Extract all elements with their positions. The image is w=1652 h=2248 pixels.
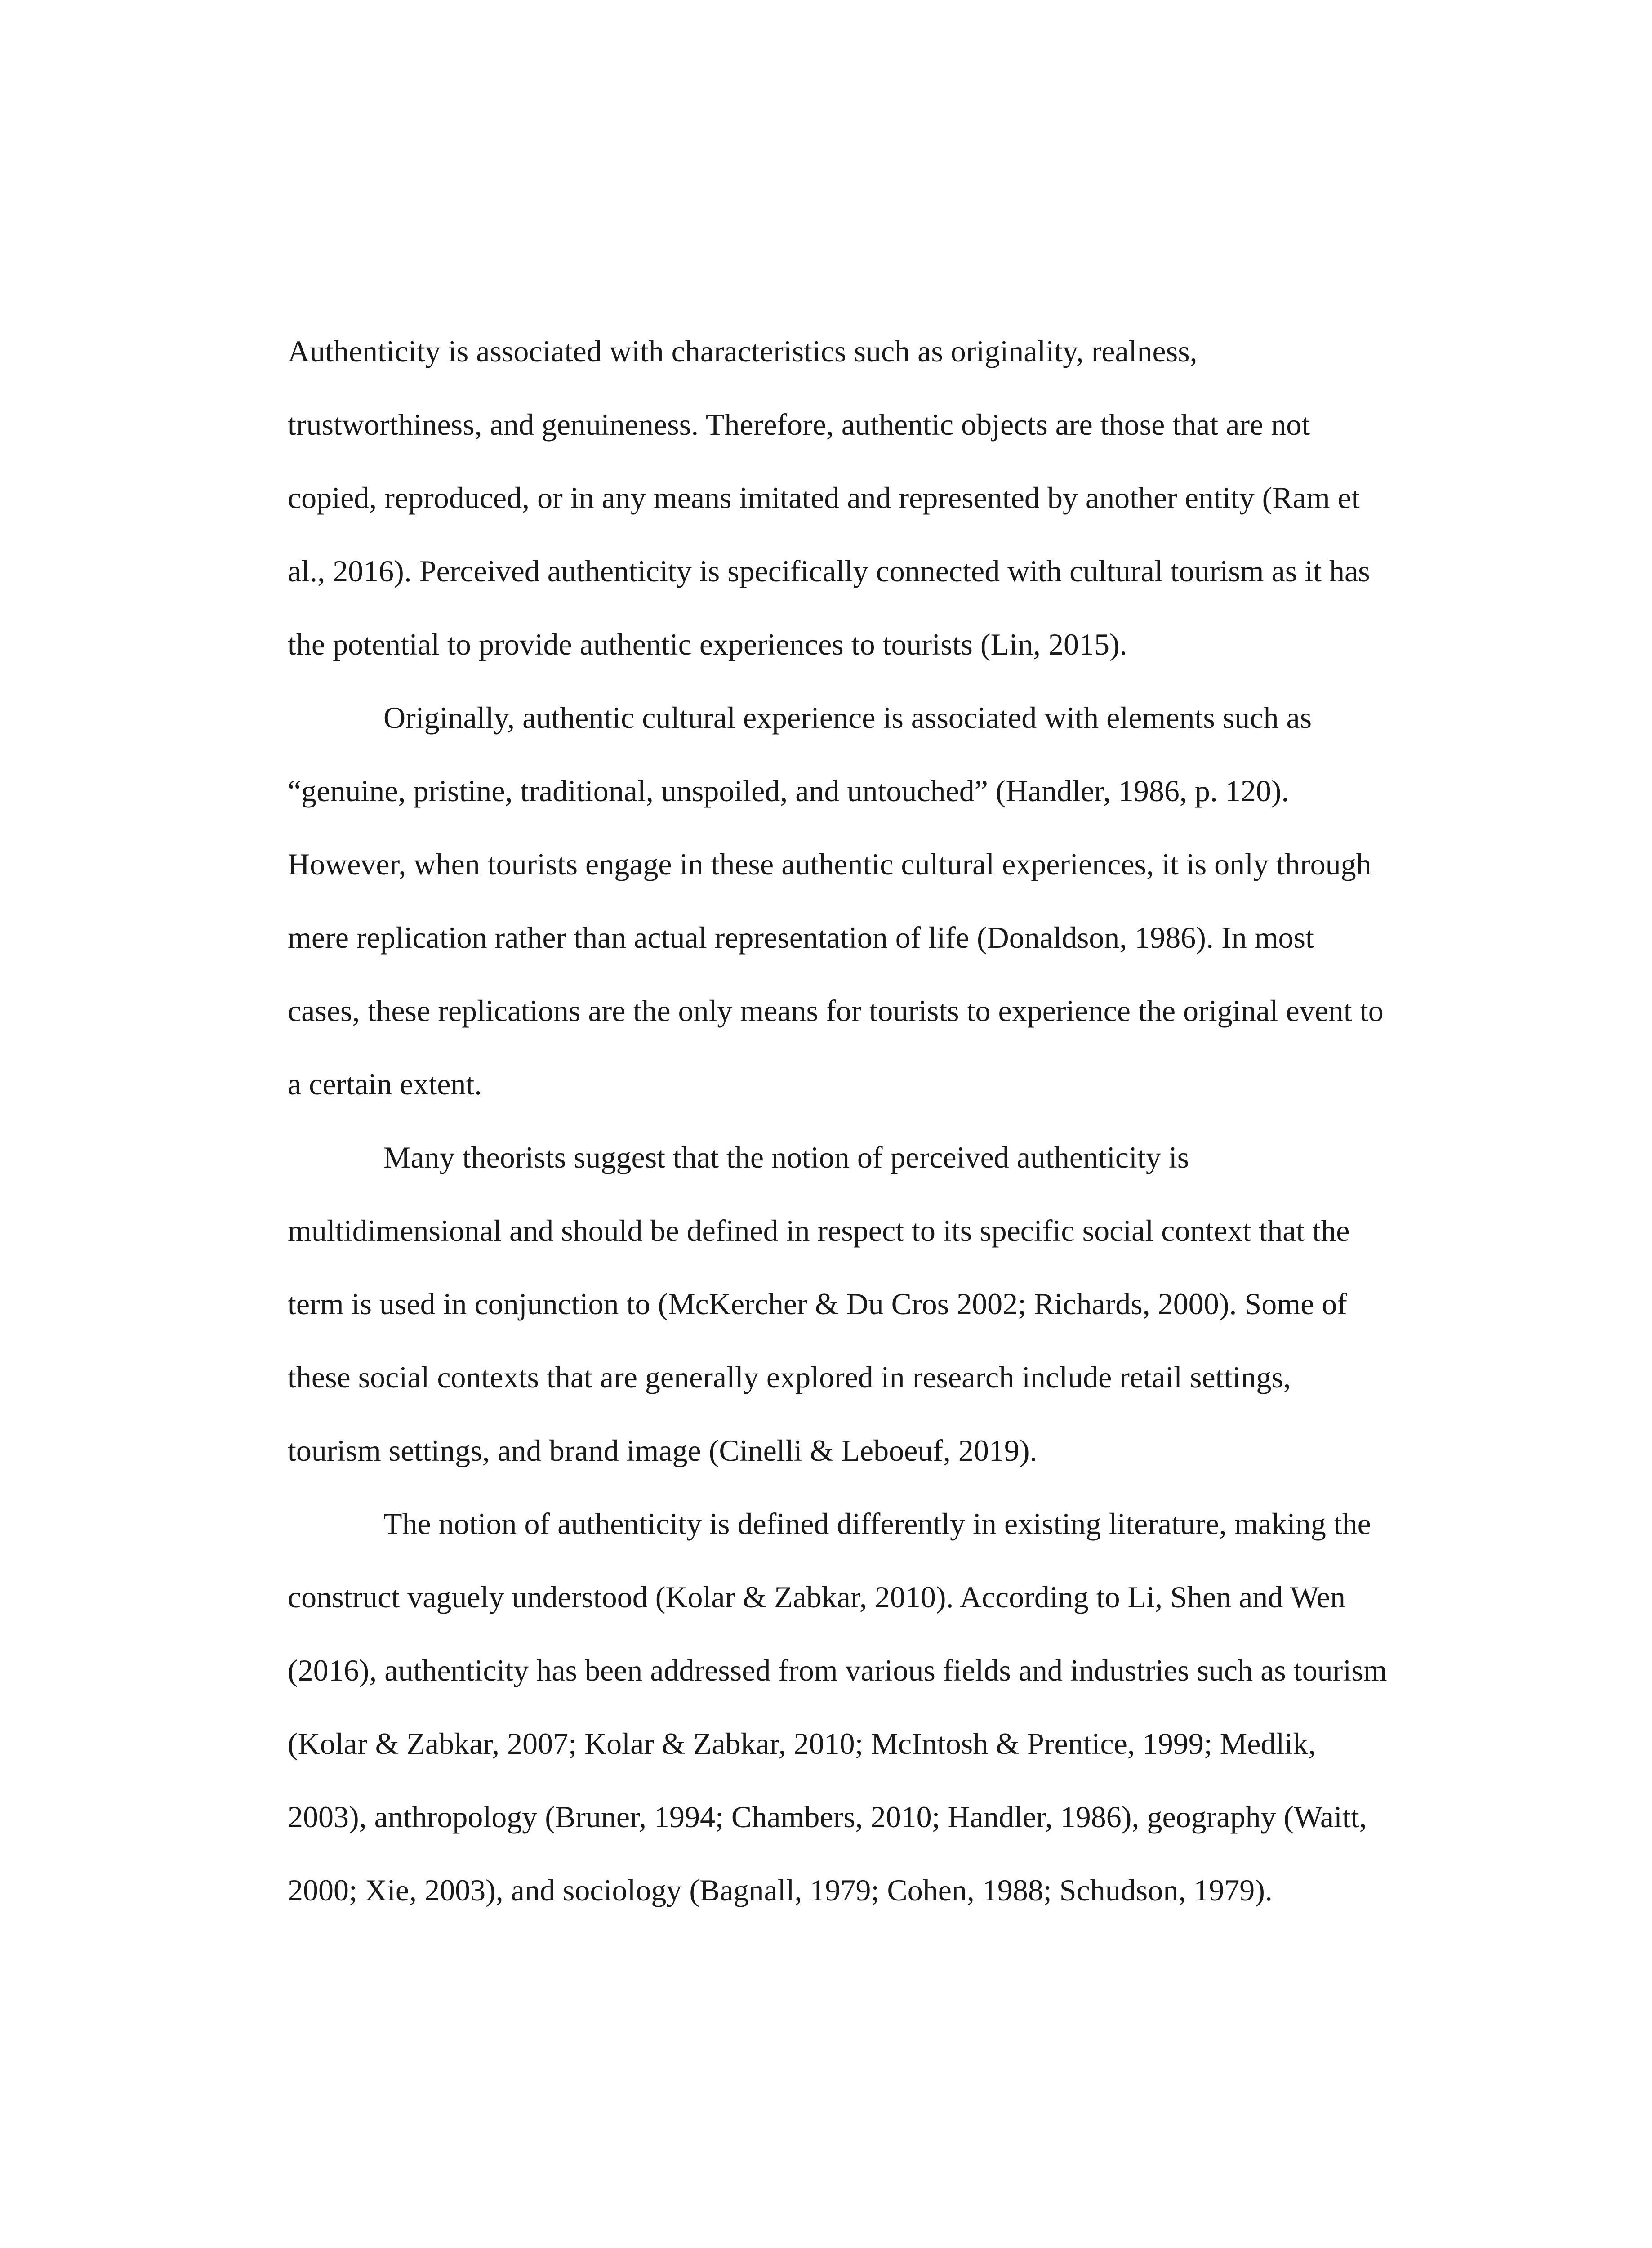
- text-line: copied, reproduced, or in any means imitated and represented by another entity (Ram et: [288, 481, 1360, 515]
- text-line: mere replication rather than actual representation of life (Donaldson, 1986). In most: [288, 920, 1314, 955]
- text-line: term is used in conjunction to (McKercher & Du Cros 2002; Richards, 2000). Some of: [288, 1287, 1347, 1321]
- text-line: these social contexts that are generally explored in research include retail settings,: [288, 1360, 1291, 1394]
- text-line: construct vaguely understood (Kolar & Zabkar, 2010). According to Li, Shen and Wen: [288, 1580, 1345, 1614]
- text-line: tourism settings, and brand image (Cinelli & Leboeuf, 2019).: [288, 1433, 1038, 1467]
- text-line: “genuine, pristine, traditional, unspoiled, and untouched” (Handler, 1986, p. 120).: [288, 774, 1289, 808]
- text-line: multidimensional and should be defined in respect to its specific social context that the: [288, 1213, 1350, 1248]
- paragraph-2: [288, 681, 1438, 1121]
- text-line: cases, these replications are the only means for tourists to experience the original event to: [288, 994, 1384, 1028]
- text-line: However, when tourists engage in these authentic cultural experiences, it is only through: [288, 847, 1371, 881]
- text-line: (2016), authenticity has been addressed from various fields and industries such as tourism: [288, 1653, 1387, 1687]
- paragraph-3: [288, 1121, 1438, 1487]
- text-line: the potential to provide authentic experiences to tourists (Lin, 2015).: [288, 627, 1127, 661]
- paragraph-4: [288, 1487, 1438, 1927]
- paragraph-1: [288, 315, 1438, 681]
- body-text: [288, 315, 1438, 1927]
- text-line: 2000; Xie, 2003), and sociology (Bagnall, 1979; Cohen, 1988; Schudson, 1979).: [288, 1873, 1273, 1907]
- text-line: Authenticity is associated with characteristics such as originality, realness,: [288, 334, 1198, 368]
- text-line: trustworthiness, and genuineness. Therefore, authentic objects are those that are not: [288, 407, 1310, 442]
- text-line-indented: Originally, authentic cultural experience is associated with elements such as: [383, 700, 1312, 735]
- text-line-indented: The notion of authenticity is defined differently in existing literature, making the: [383, 1507, 1371, 1541]
- text-line: al., 2016). Perceived authenticity is specifically connected with cultural tourism as it has: [288, 554, 1370, 588]
- text-line: (Kolar & Zabkar, 2007; Kolar & Zabkar, 2010; McIntosh & Prentice, 1999; Medlik,: [288, 1726, 1316, 1761]
- text-line: a certain extent.: [288, 1067, 482, 1101]
- text-line-indented: Many theorists suggest that the notion of perceived authenticity is: [383, 1140, 1189, 1174]
- text-line: 2003), anthropology (Bruner, 1994; Chambers, 2010; Handler, 1986), geography (Waitt,: [288, 1800, 1367, 1834]
